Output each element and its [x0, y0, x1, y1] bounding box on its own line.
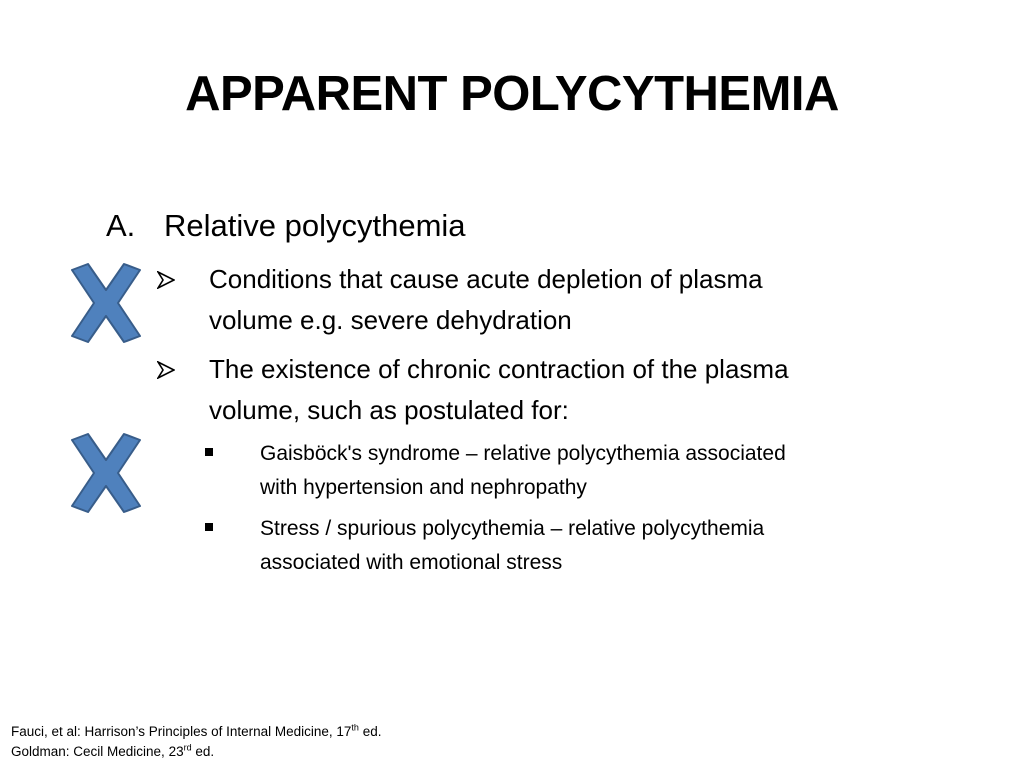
section-heading: [106, 206, 466, 246]
x-cross-icon: [70, 432, 142, 514]
reference-text: Fauci, et al: Harrison’s Principles of Internal Medicine, 17: [11, 724, 352, 739]
reference-suffix: ed.: [191, 744, 215, 759]
bullet-text-line: volume e.g. severe dehydration: [209, 305, 572, 335]
slide-title: APPARENT POLYCYTHEMIA: [185, 67, 839, 121]
reference-line: [11, 722, 381, 742]
x-cross-icon: [70, 262, 142, 344]
references: [11, 722, 381, 762]
bullet-text-line: volume, such as postulated for:: [209, 395, 569, 425]
square-bullet-icon: [205, 523, 213, 531]
subbullet-text-line: associated with emotional stress: [260, 551, 563, 574]
reference-suffix: ed.: [358, 724, 382, 739]
bullet-text-line: Conditions that cause acute depletion of plasma: [209, 264, 763, 294]
bullet-text-line: The existence of chronic contraction of the plasma: [209, 354, 789, 384]
reference-text: Goldman: Cecil Medicine, 23: [11, 744, 184, 759]
reference-superscript: th: [351, 722, 359, 733]
section-label: Relative polycythemia: [164, 208, 466, 243]
subbullet-text-line: with hypertension and nephropathy: [260, 476, 587, 499]
reference-superscript: rd: [183, 742, 192, 753]
square-bullet-icon: [205, 448, 213, 456]
reference-line: [11, 742, 381, 762]
section-marker: A.: [106, 208, 136, 243]
subbullet-text-line: Stress / spurious polycythemia – relative polycythemia: [260, 517, 765, 540]
subbullet-text-line: Gaisböck's syndrome – relative polycythemia associated: [260, 442, 786, 465]
